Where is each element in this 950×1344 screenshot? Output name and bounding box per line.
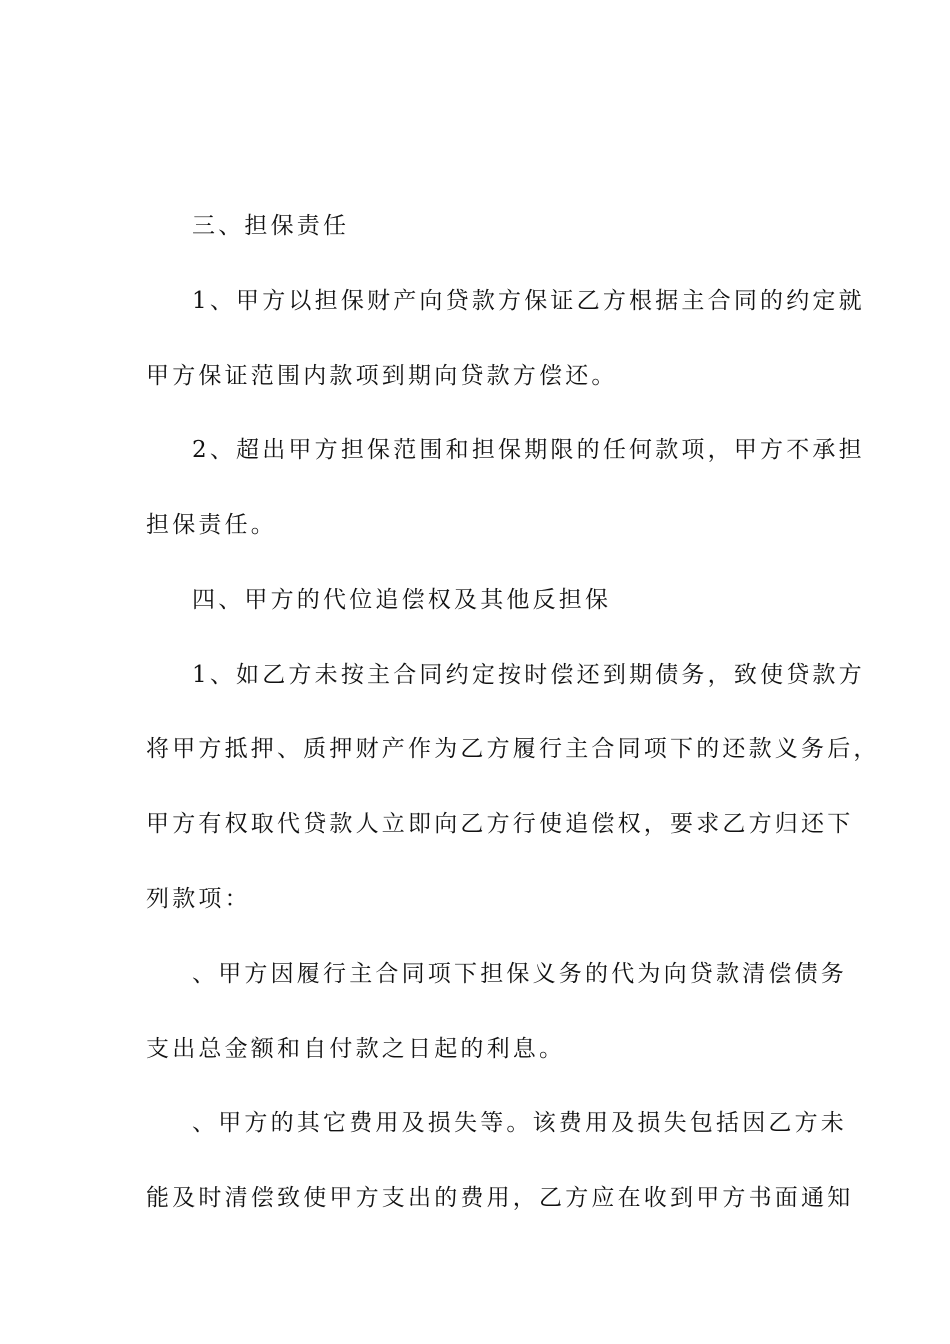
paragraph-line: 、甲方因履行主合同项下担保义务的代为向贷款清偿债务 xyxy=(192,961,847,987)
paragraph-line: 支出总金额和自付款之日起的利息。 xyxy=(146,1036,566,1062)
paragraph-line: 甲方保证范围内款项到期向贷款方偿还。 xyxy=(146,363,618,389)
section-heading-3: 三、担保责任 xyxy=(192,213,350,239)
paragraph-line: 1、甲方以担保财产向贷款方保证乙方根据主合同的约定就 xyxy=(192,288,865,314)
paragraph-line: 能及时清偿致使甲方支出的费用，乙方应在收到甲方书面通知 xyxy=(146,1185,854,1211)
paragraph-line: 担保责任。 xyxy=(146,512,277,538)
paragraph-line: 甲方有权取代贷款人立即向乙方行使追偿权，要求乙方归还下 xyxy=(146,811,854,837)
section-heading-4: 四、甲方的代位追偿权及其他反担保 xyxy=(192,587,612,613)
paragraph-line: 列款项： xyxy=(146,886,251,912)
paragraph-line: 将甲方抵押、质押财产作为乙方履行主合同项下的还款义务后， xyxy=(146,736,880,762)
paragraph-line: 1、如乙方未按主合同约定按时偿还到期债务，致使贷款方 xyxy=(192,662,865,688)
paragraph-line: 、甲方的其它费用及损失等。该费用及损失包括因乙方未 xyxy=(192,1110,847,1136)
paragraph-line: 2、超出甲方担保范围和担保期限的任何款项，甲方不承担 xyxy=(192,437,865,463)
